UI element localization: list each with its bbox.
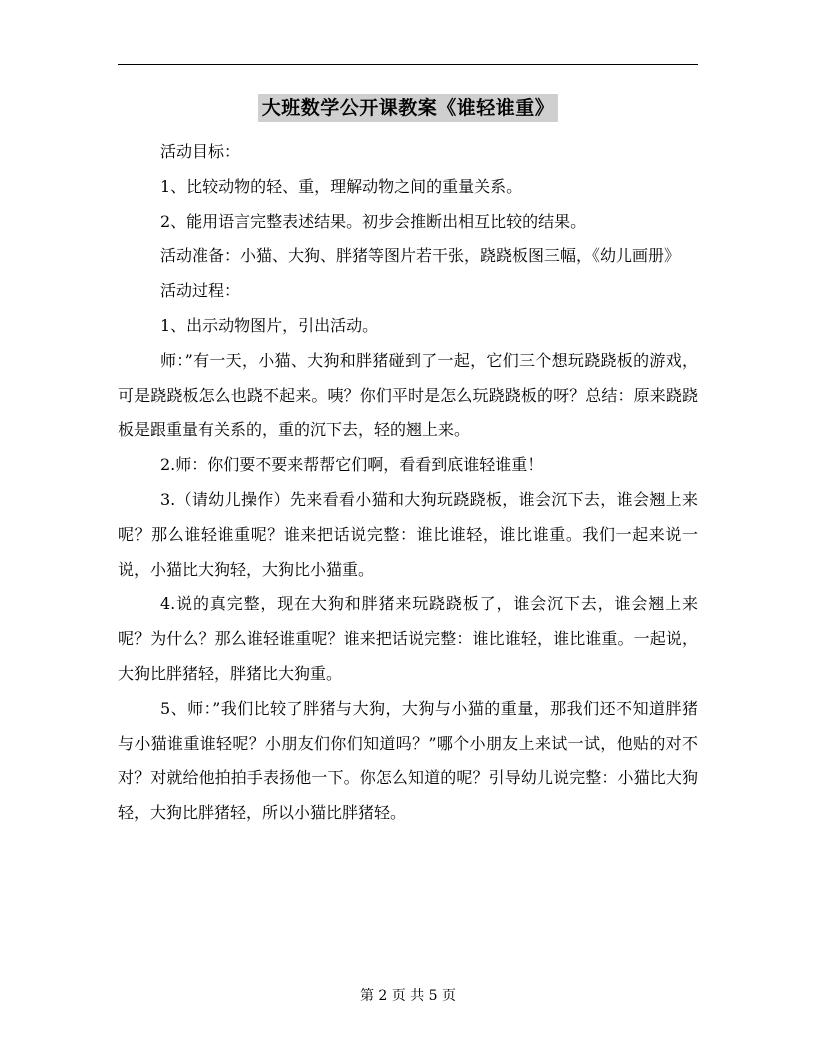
- title-container: [0, 94, 816, 122]
- header-rule: [118, 64, 698, 65]
- paragraph: 1、出示动物图片，引出活动。: [160, 315, 379, 335]
- paragraph: 师：”有一天，小猫、大狗和胖猪碰到了一起，它们三个想玩跷跷板的游戏，可是跷跷板怎么也跷不起来。咦？你们平时是怎么玩跷跷板的呀？总结：原来跷跷板是跟重量有关系的，重的沉下去，轻的翘上来。: [118, 350, 698, 440]
- page-footer: 第 2 页 共 5 页: [359, 988, 457, 1004]
- paragraph: 3.（请幼儿操作）先来看看小猫和大狗玩跷跷板，谁会沉下去，谁会翘上来呢？那么谁轻谁重呢？谁来把话说完整：谁比谁轻，谁比谁重。我们一起来说一说，小猫比大狗轻，大狗比小猫重。: [118, 489, 698, 579]
- paragraph: 1、比较动物的轻、重，理解动物之间的重量关系。: [160, 176, 523, 196]
- paragraph: 活动准备：小猫、大狗、胖猪等图片若干张，跷跷板图三幅，《幼儿画册》: [160, 246, 681, 266]
- paragraph: 2.师：你们要不要来帮帮它们啊，看看到底谁轻谁重！: [160, 455, 544, 475]
- paragraph: 2、能用语言完整表述结果。初步会推断出相互比较的结果。: [160, 211, 587, 231]
- document-title: 大班数学公开课教案《谁轻谁重》: [258, 94, 559, 122]
- document-body: [118, 135, 698, 831]
- paragraph: 4.说的真完整，现在大狗和胖猪来玩跷跷板了，谁会沉下去，谁会翘上来呢？为什么？那么谁轻谁重呢？谁来把话说完整：谁比谁轻，谁比谁重。一起说，大狗比胖猪轻，胖猪比大狗重。: [118, 594, 698, 683]
- paragraph: 5、师：”我们比较了胖猪与大狗，大狗与小猫的重量，那我们还不知道胖猪与小猫谁重谁轻呢？小朋友们你们知道吗？”哪个小朋友上来试一试，他贴的对不对？对就给他拍拍手表扬他一下。你怎么知道的呢？引导幼儿说完整：小猫比大狗轻，大狗比胖猪轻，所以小猫比胖猪轻。: [118, 698, 698, 823]
- paragraph: 活动过程：: [160, 281, 241, 301]
- paragraph: 活动目标：: [160, 142, 241, 161]
